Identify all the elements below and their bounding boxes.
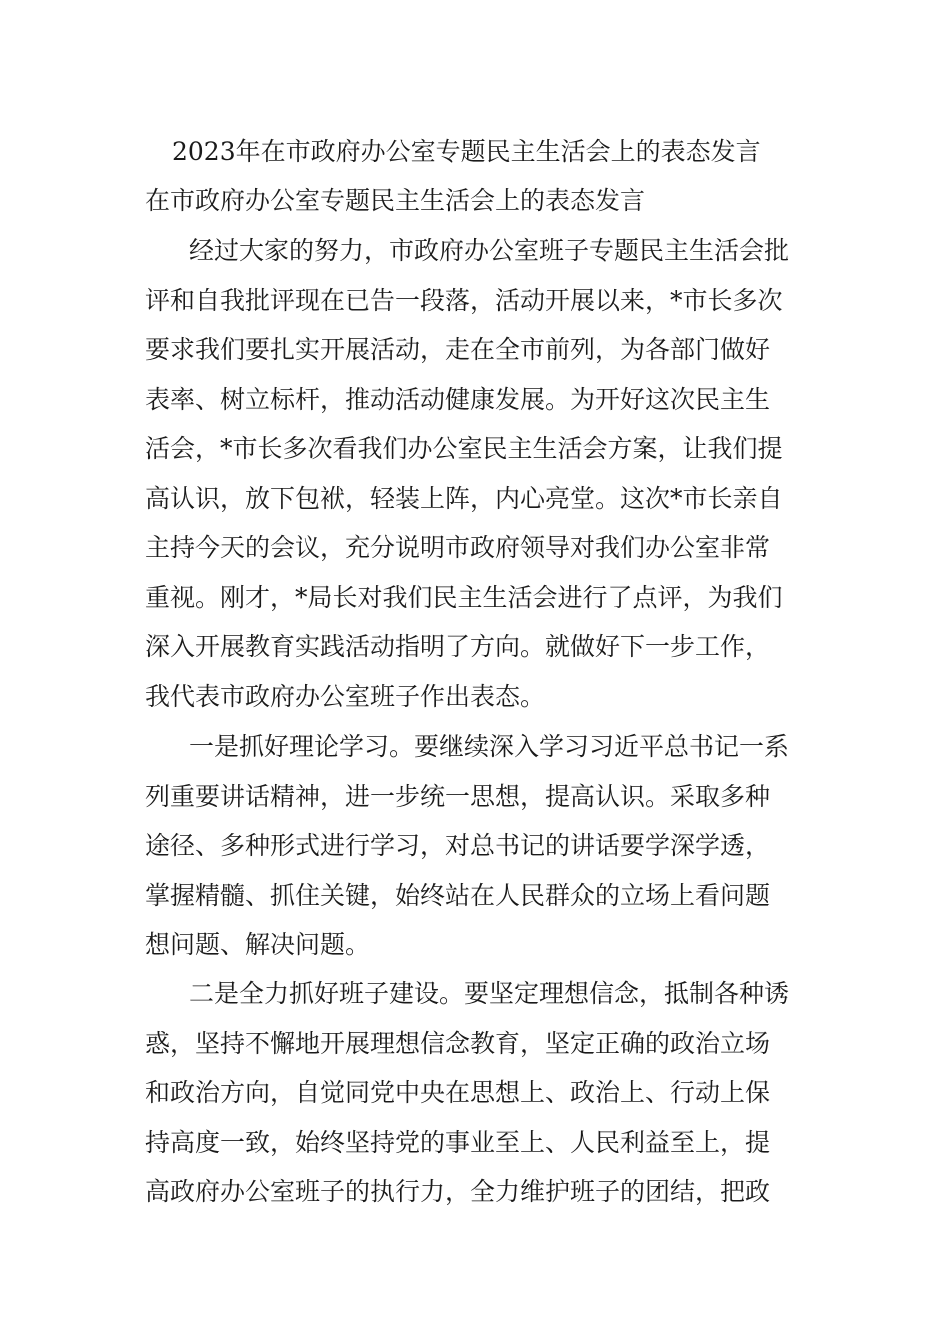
paragraph-line: 掌握精髓、抓住关键，始终站在人民群众的立场上看问题: [145, 880, 771, 910]
paragraph-2: [145, 722, 813, 970]
document-title: 2023年在市政府办公室专题民主生活会上的表态发言: [172, 137, 761, 166]
paragraph-line: 一是抓好理论学习。要继续深入学习习近平总书记一系: [189, 732, 790, 761]
paragraph-line: 重视。刚才，*局长对我们民主生活会进行了点评，为我们: [145, 582, 783, 612]
paragraph-3: [145, 969, 813, 1217]
paragraph-line: 经过大家的努力，市政府办公室班子专题民主生活会批: [189, 236, 790, 265]
paragraph-line: 要求我们要扎实开展活动，走在全市前列，为各部门做好: [145, 335, 771, 364]
paragraph-line: 高认识，放下包袱，轻装上阵，内心亮堂。这次*市长亲自: [145, 483, 783, 513]
paragraph-line: 惑，坚持不懈地开展理想信念教育，坚定正确的政治立场: [145, 1028, 771, 1058]
paragraph-line: 深入开展教育实践活动指明了方向。就做好下一步工作，: [145, 632, 771, 661]
paragraph-line: 我代表市政府办公室班子作出表态。: [145, 681, 546, 711]
paragraph-line: 活会，*市长多次看我们办公室民主生活会方案，让我们提: [145, 434, 783, 463]
paragraph-line: 表率、树立标杆，推动活动健康发展。为开好这次民主生: [145, 384, 771, 414]
paragraph-line: 和政治方向，自觉同党中央在思想上、政治上、行动上保: [145, 1078, 771, 1107]
document-subtitle: 在市政府办公室专题民主生活会上的表态发言: [145, 186, 646, 215]
paragraph-line: 二是全力抓好班子建设。要坚定理想信念，抵制各种诱: [189, 979, 790, 1008]
paragraph-1: [145, 226, 813, 721]
paragraph-line: 途径、多种形式进行学习，对总书记的讲话要学深学透，: [145, 831, 771, 860]
paragraph-line: 持高度一致，始终坚持党的事业至上、人民利益至上，提: [145, 1127, 771, 1157]
paragraph-line: 高政府办公室班子的执行力，全力维护班子的团结，把政: [145, 1177, 771, 1206]
paragraph-line: 评和自我批评现在已告一段落，活动开展以来，*市长多次: [145, 285, 783, 315]
paragraph-line: 列重要讲话精神，进一步统一思想，提高认识。采取多种: [145, 781, 771, 811]
paragraph-line: 想问题、解决问题。: [145, 930, 371, 959]
paragraph-line: 主持今天的会议，充分说明市政府领导对我们办公室非常: [145, 533, 771, 562]
